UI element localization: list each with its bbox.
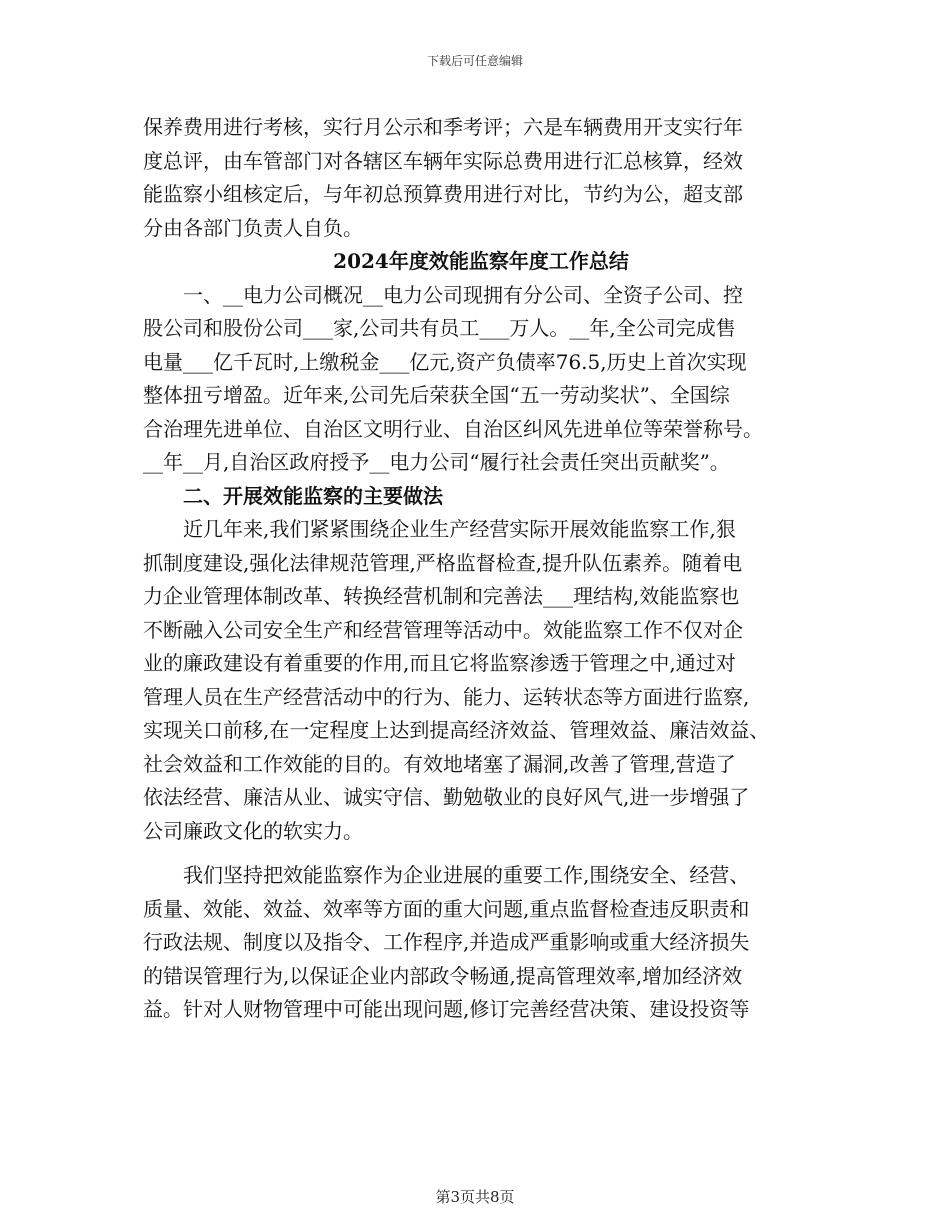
body-line-1: 保养费用进行考核，实行月公示和季考评；六是车辆费用开支实行年	[143, 115, 743, 139]
body-line-2: 度总评，由车管部门对各辖区车辆年实际总费用进行汇总核算，经效	[143, 148, 743, 173]
body-line-23: 我们坚持把效能监察作为企业进展的重要工作,围绕安全、经营、	[183, 863, 750, 887]
body-line-11: __年__月,自治区政府授予__电力公司“履行社会责任突出贡献奖”。	[143, 450, 730, 474]
paragraph-gap	[143, 848, 819, 859]
body-line-24: 质量、效能、效益、效率等方面的重大问题,重点监督检查违反职责和	[143, 896, 750, 921]
body-line-26: 的错误管理行为,以保证企业内部政令畅通,提高管理效率,增加经济效	[143, 963, 743, 988]
body-line-20: 社会效益和工作效能的目的。有效地堵塞了漏洞,改善了管理,营造了	[143, 751, 736, 776]
body-line-3: 能监察小组核定后，与年初总预算费用进行对比，节约为公，超支部	[143, 182, 743, 206]
body-line-27: 益。针对人财物管理中可能出现问题,修订完善经营决策、建设投资等	[143, 997, 750, 1021]
body-line-21: 依法经营、廉洁从业、诚实守信、勤勉敬业的良好风气,进一步增强了	[143, 785, 750, 809]
body-line-8: 电量___亿千瓦时,上缴税金___亿元,资产负债率76.5,历史上首次实现	[143, 349, 747, 374]
body-line-4: 分由各部门负责人自负。	[143, 215, 363, 240]
page-header-note: 下载后可任意编辑	[426, 54, 523, 68]
body-line-25: 行政法规、制度以及指令、工作程序,并造成严重影响或重大经济损失	[143, 930, 750, 954]
body-line-7: 股公司和股份公司___家,公司共有员工___万人。__年,全公司完成售	[143, 316, 736, 340]
body-line-18: 管理人员在生产经营活动中的行为、能力、运转状态等方面进行监察,	[143, 684, 750, 709]
body-line-9: 整体扭亏增盈。近年来,公司先后荣获全国“五一劳动奖状”、全国综	[143, 383, 730, 407]
body-line-15: 力企业管理体制改革、转换经营机制和完善法___理结构,效能监察也	[143, 584, 740, 608]
section-heading: 二、开展效能监察的主要做法	[183, 483, 443, 508]
document-body	[143, 111, 819, 1027]
body-line-22: 公司廉政文化的软实力。	[143, 818, 363, 843]
body-line-13: 近几年来,我们紧紧围绕企业生产经营实际开展效能监察工作,狠	[183, 517, 736, 541]
body-line-16: 不断融入公司安全生产和经营管理等活动中。效能监察工作不仅对企	[143, 617, 743, 642]
document-title: 2024年度效能监察年度工作总结	[333, 249, 629, 273]
body-line-6: 一、__电力公司概况__电力公司现拥有分公司、全资子公司、控	[183, 282, 743, 307]
body-line-19: 实现关口前移,在一定程度上达到提高经济效益、管理效益、廉洁效益、	[143, 718, 770, 742]
body-line-17: 业的廉政建设有着重要的作用,而且它将监察渗透于管理之中,通过对	[143, 651, 736, 675]
page-number: 第3页共8页	[435, 1188, 515, 1206]
body-line-14: 抓制度建设,强化法律规范管理,严格监督检查,提升队伍素养。随着电	[143, 550, 743, 575]
body-line-10: 合治理先进单位、自治区文明行业、自治区纠风先进单位等荣誉称号。	[143, 416, 763, 441]
